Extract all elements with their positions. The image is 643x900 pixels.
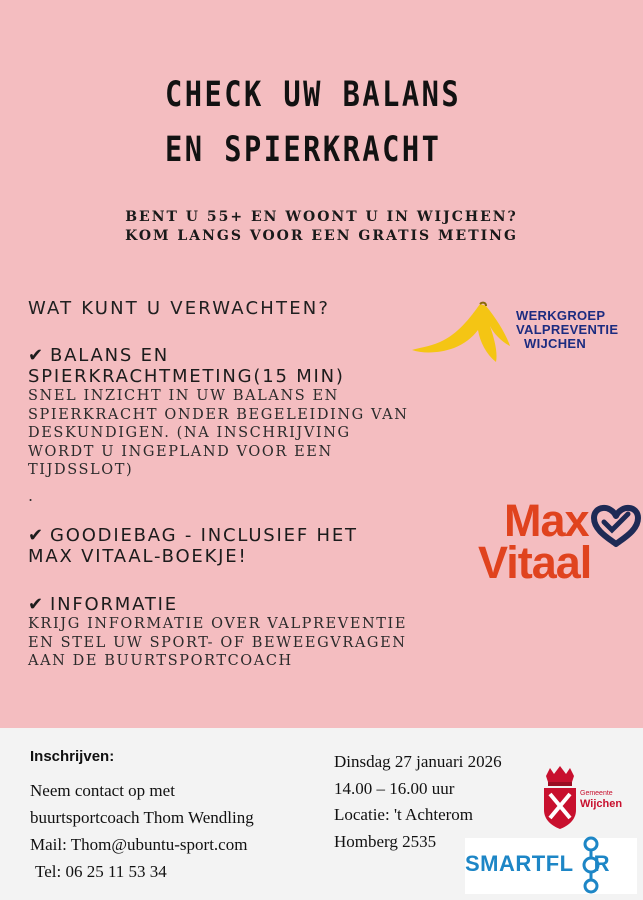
smartfloor-chain-icon	[578, 836, 604, 896]
item-body-line: SNEL INZICHT IN UW BALANS EN	[28, 388, 339, 404]
heart-icon	[588, 502, 643, 548]
item-goodiebag	[28, 525, 358, 567]
register-heading: Inschrijven:	[30, 748, 115, 765]
logo-text: WIJCHEN	[524, 336, 587, 351]
item-head-line: MAX VITAAL-BOEKJE!	[28, 546, 248, 567]
logo-text: Vitaal	[478, 537, 592, 588]
logo-text: R	[593, 851, 610, 876]
gemeente-wijchen-logo	[580, 790, 622, 810]
item-head-line: INFORMATIE	[50, 594, 178, 615]
max-vitaal-logo	[478, 495, 592, 588]
logo-text: WERKGROEP	[516, 308, 606, 323]
subtitle-line-1: BENT U 55+ EN WOONT U IN WIJCHEN?	[125, 209, 518, 225]
item-head-line: SPIERKRACHTMETING(15 MIN)	[28, 366, 345, 387]
logo-text: VALPREVENTIE	[516, 322, 619, 337]
item-head-line: GOODIEBAG - INCLUSIEF HET	[50, 525, 358, 546]
logo-text: Wijchen	[580, 798, 623, 810]
poster-subtitle	[0, 208, 643, 246]
item-body-line: KRIJG INFORMATIE OVER VALPREVENTIE	[28, 616, 408, 632]
register-line: buurtsportcoach Thom Wendling	[30, 808, 254, 827]
checkmark-icon: ✔	[28, 345, 45, 366]
item-head-line: BALANS EN	[50, 345, 170, 366]
gemeente-crest-icon	[540, 766, 580, 830]
stray-dot: .	[28, 486, 34, 505]
logo-text: Max	[504, 495, 589, 546]
event-location: Locatie: 't Achterom	[334, 805, 474, 824]
item-information	[28, 594, 407, 671]
subtitle-line-2: KOM LANGS VOOR EEN GRATIS METING	[125, 228, 518, 244]
event-date: Dinsdag 27 januari 2026	[334, 752, 502, 771]
checkmark-icon: ✔	[28, 525, 45, 546]
werkgroep-valpreventie-logo	[516, 309, 618, 351]
item-balance-measurement	[28, 345, 409, 480]
register-info	[30, 777, 254, 885]
logo-text: Gemeente	[580, 790, 613, 797]
item-body-line: WORDT U INGEPLAND VOOR EEN	[28, 443, 333, 460]
item-body-line: TIJDSSLOT)	[28, 462, 134, 478]
register-line: Neem contact op met	[30, 781, 175, 800]
expect-heading: WAT KUNT U VERWACHTEN?	[28, 298, 331, 319]
register-email: Mail: Thom@ubuntu-sport.com	[30, 835, 248, 854]
item-body-line: AAN DE BUURTSPORTCOACH	[28, 653, 293, 669]
item-body-line: DESKUNDIGEN. (NA INSCHRIJVING	[28, 425, 351, 441]
event-time: 14.00 – 16.00 uur	[334, 778, 455, 798]
banana-peel-icon	[410, 298, 520, 368]
title-line-2: EN SPIERKRACHT	[165, 130, 442, 170]
event-address: Homberg 2535	[334, 831, 437, 851]
item-body-line: EN STEL UW SPORT- OF BEWEEGVRAGEN	[28, 634, 407, 651]
item-body-line: SPIERKRACHT ONDER BEGELEIDING VAN	[28, 406, 409, 423]
checkmark-icon: ✔	[28, 594, 45, 615]
poster-title	[165, 68, 461, 178]
register-phone: Tel: 06 25 11 53 34	[35, 862, 167, 881]
title-line-1: CHECK UW BALANS	[165, 75, 462, 115]
logo-text: SMARTFL	[465, 851, 574, 876]
